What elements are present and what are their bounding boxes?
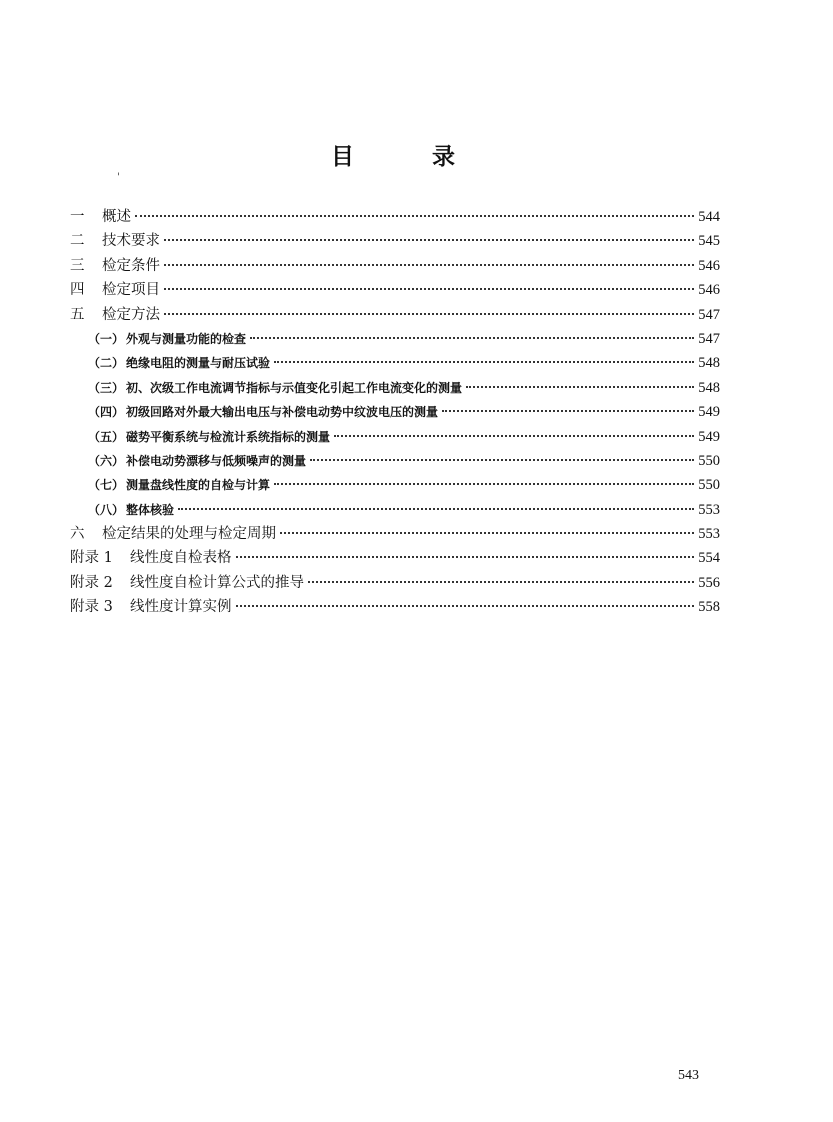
toc-entry [70,400,720,424]
toc-entry-label: 技术要求 [102,233,160,250]
toc-entry-label: 测量盘线性度的自检与计算 [126,478,271,493]
stray-mark: ' [117,172,120,183]
toc-leader-dots [466,385,694,388]
toc-leader-dots [308,580,694,583]
page-number: 543 [678,1068,699,1083]
toc-leader-dots [274,482,694,485]
toc-entry [70,327,720,351]
toc-entry-label: 线性度计算实例 [130,599,232,616]
toc-entry [70,595,720,619]
toc-entry-number: （三） [88,380,125,395]
toc-entry-number: 附录 3 [70,599,113,616]
toc-entry-number: 四 [70,282,85,299]
toc-entry-number: （四） [88,405,125,420]
toc-entry-page: 548 [698,355,720,372]
toc-entry-number: 附录 1 [70,550,113,567]
toc-entry-label: 检定结果的处理与检定周期 [102,526,276,543]
toc-entry-page: 547 [698,306,720,323]
title-char-1: 目 [331,144,354,170]
toc-entry-label: 概述 [102,209,131,225]
toc-leader-dots [236,604,695,607]
toc-entry [70,571,720,595]
toc-leader-dots [164,287,694,290]
title-char-2: 录 [432,144,455,170]
toc-entry-page: 545 [698,233,720,250]
toc-entry-number: 五 [70,306,85,323]
toc-entry-number: （一） [88,331,125,346]
toc-entry-page: 548 [698,379,720,396]
toc-leader-dots [442,409,694,412]
toc-entry-page: 554 [698,550,720,567]
toc-leader-dots [236,555,695,558]
toc-entry-number: 二 [70,233,85,250]
toc-entry-label: 线性度自检计算公式的推导 [130,574,304,591]
toc-entry-page: 558 [698,599,720,616]
toc-entry [70,351,720,375]
toc-entry-label: 外观与测量功能的检查 [126,331,247,346]
toc-entry-number: 附录 2 [70,574,113,591]
toc-leader-dots [135,214,694,217]
toc-entry-page: 546 [698,282,720,299]
toc-entry [70,229,720,253]
toc-entry-label: 线性度自检表格 [130,550,232,567]
toc-entry-page: 550 [698,477,720,494]
toc-entry [70,522,720,546]
toc-entry-page: 550 [698,452,720,469]
toc-entry [70,546,720,570]
toc-leader-dots [274,360,694,363]
toc-entry-number: 一 [70,209,85,225]
toc-entry-label: 检定项目 [102,282,160,299]
toc-entry-label: 磁势平衡系统与检流计系统指标的测量 [126,429,331,444]
toc-entry-number: 六 [70,526,85,543]
toc-entry-number: （五） [88,429,125,444]
toc-entry [70,449,720,473]
page-title [0,142,833,182]
toc-entry-number: （八） [88,502,125,517]
toc-entry-page: 544 [698,209,720,225]
toc-leader-dots [310,458,694,461]
toc-entry-number: 三 [70,257,85,274]
toc-entry-page: 546 [698,257,720,274]
toc-entry-page: 547 [698,330,720,347]
toc-entry-number: （七） [88,478,125,493]
toc-leader-dots [250,336,694,339]
toc-entry-page: 549 [698,404,720,421]
toc-entry-label: 补偿电动势漂移与低频噪声的测量 [126,453,307,468]
toc-entry-page: 549 [698,428,720,445]
toc-entry-number: （二） [88,356,125,371]
toc-entry-label: 绝缘电阻的测量与耐压试验 [126,356,271,371]
toc-entry [70,303,720,327]
toc-entry [70,376,720,400]
toc-entry [70,254,720,278]
toc-entry [70,498,720,522]
toc-entry-label: 整体核验 [126,502,175,517]
toc-entry-label: 检定条件 [102,257,160,274]
toc-leader-dots [164,263,694,266]
toc-entry-label: 检定方法 [102,306,160,323]
toc-leader-dots [178,507,694,510]
toc-entry [70,473,720,497]
toc-leader-dots [164,238,694,241]
toc-entry-label: 初级回路对外最大输出电压与补偿电动势中纹波电压的测量 [126,405,439,420]
toc-entry [70,205,720,229]
table-of-contents [70,205,720,620]
toc-entry-number: （六） [88,453,125,468]
toc-entry-page: 553 [698,526,720,543]
toc-leader-dots [334,434,694,437]
toc-entry-page: 556 [698,574,720,591]
toc-leader-dots [280,531,694,534]
toc-entry [70,425,720,449]
toc-entry [70,278,720,302]
toc-entry-page: 553 [698,501,720,518]
toc-leader-dots [164,312,694,315]
toc-entry-label: 初、次级工作电流调节指标与示值变化引起工作电流变化的测量 [126,380,463,395]
